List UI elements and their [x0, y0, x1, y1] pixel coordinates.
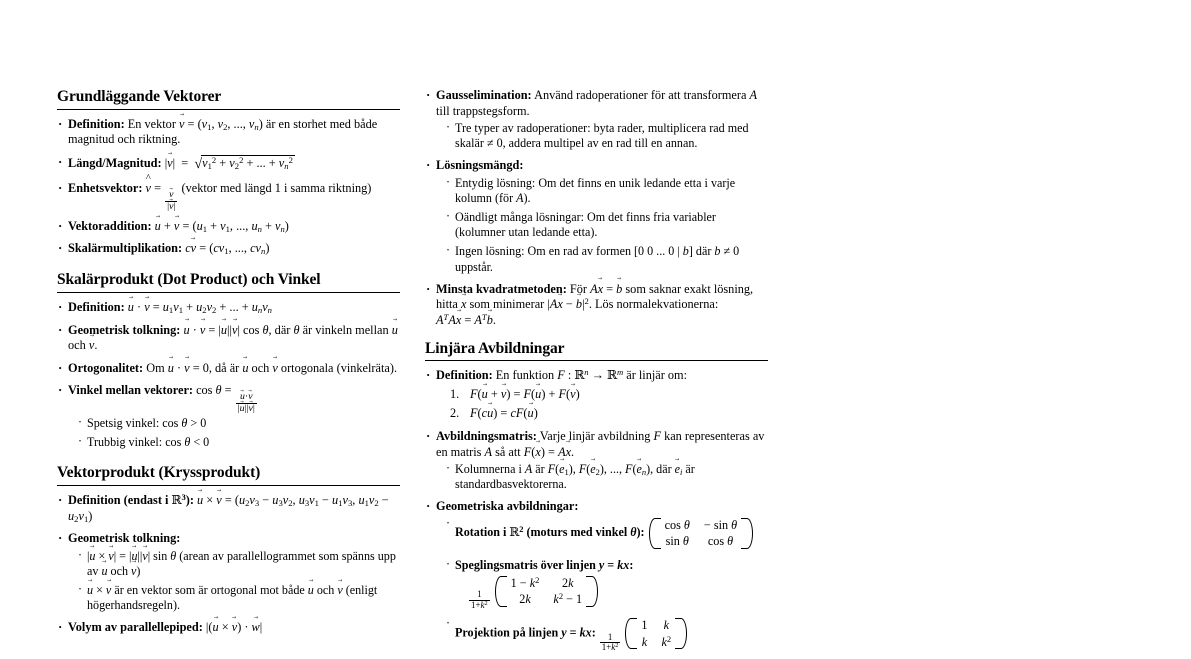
item-label: Geometrisk tolkning: [68, 531, 181, 546]
item-label: Geometriska avbildningar: [436, 499, 579, 514]
projection-label: Projektion på linjen y = kx: [455, 625, 596, 640]
right-column [425, 88, 768, 659]
sub-bullet-list [68, 416, 400, 450]
heading-rule [57, 292, 400, 293]
list-item: · u → × v → är en vektor som är ortogonal mot både u → och v → (enligt högerhandsregeln). [78, 583, 400, 613]
bullet-list [57, 300, 400, 450]
item-label: Minsta kvadratmetoden: [436, 281, 567, 296]
item-math: u → · v → = $u_1v_1 + u_2v_2$ + ... + $u_nv_n$ [128, 300, 272, 314]
paren-right-icon [746, 517, 753, 550]
list-item [57, 620, 400, 636]
list-item: · Entydig lösning: Om det finns en unik ledande etta i varje kolumn (för A). [446, 176, 768, 206]
list-item [425, 368, 768, 422]
list-item [425, 499, 768, 652]
list-item [57, 241, 400, 257]
item-text: För Ax → = b → som saknar exakt lösning, hitta x → som minimerar |Ax → − $b \to|^2$. Lös normalekvationerna: $A^TAx$ → = $A^Tb$ →. [436, 282, 753, 327]
list-item [57, 300, 400, 316]
list-item: · Oändligt många lösningar: Om det finns fria variabler (kolumner utan ledande etta). [446, 210, 768, 240]
projection-matrix: 1 k k $k^2$ [625, 617, 687, 650]
left-column [57, 88, 400, 659]
item-math: u → + v → = ($u_1 + v_1$, ..., $u_n + v_n$) [155, 219, 289, 233]
list-item [57, 155, 400, 174]
item-math: u → × v → = ($u_2v_3 - u_3v_2$, $u_3v_1 - u_1v_3$, $u_1v_2 - u_2v_1$) [68, 493, 389, 523]
list-item [446, 558, 768, 610]
section-heading: Linjära Avbildningar [425, 339, 565, 357]
list-item: · |u → × v →| = |u →||v →| sin θ (arean av parallellogrammet som spänns upp av u → och v →) [78, 549, 400, 579]
item-math: |v →| = $√v_1^2 + v_2^2$ + ... + $v_n^2$ [165, 156, 295, 170]
reflection-matrix-row [455, 575, 768, 610]
list-item: · Spetsig vinkel: cos θ > 0 [78, 416, 400, 431]
list-item: · Ingen lösning: Om en rad av formen [0 0 ... 0 | b] där b ≠ 0 uppstår. [446, 244, 768, 274]
list-item [57, 181, 400, 212]
heading-rule [57, 109, 400, 110]
section-heading: Vektorprodukt (Kryssprodukt) [57, 464, 261, 482]
item-math: v ^ = $\frac{v \to}{|v \to|}$ [146, 181, 179, 195]
item-text: , där θ är vinkeln mellan u → och v →. [68, 323, 398, 353]
item-label: Längd/Magnitud: [68, 156, 162, 171]
sub-bullet-list [436, 517, 768, 652]
list-item [446, 517, 768, 550]
paren-right-icon [591, 575, 598, 608]
section-heading: Grundläggande Vektorer [57, 88, 222, 105]
sub-bullet-list [436, 462, 768, 492]
reflection-scalar: $\frac{1}{1+k^2}$ [471, 589, 488, 610]
list-item [446, 617, 768, 652]
paren-left-icon [649, 517, 656, 550]
item-label: Gausselimination: [436, 88, 532, 102]
bullet-list [57, 117, 400, 257]
list-item: F(u → + v →) = F(u →) + F(v →) [450, 387, 768, 403]
heading-rule [425, 360, 768, 361]
paren-left-icon [495, 575, 502, 608]
list-item [425, 282, 768, 329]
list-item [57, 219, 400, 235]
item-label: Definition: [436, 368, 493, 383]
item-label: Definition: [68, 299, 125, 314]
item-text: (vektor med längd 1 i samma riktning) [181, 181, 372, 196]
item-text: Om u → · v → = 0, då är u → och v → ortogonala (vinkelräta). [146, 361, 397, 375]
heading-rule [57, 485, 400, 486]
list-item [425, 158, 768, 274]
item-math: cv → = ($cv_1$, ..., $cv_n$) [185, 241, 269, 255]
bullet-list [425, 368, 768, 652]
item-text: Använd radoperationer för att transformera A till trappstegsform. [436, 88, 758, 118]
sub-bullet-list [436, 176, 768, 275]
item-math: cos θ = $\frac{u \to\cdot v \to}{|u \to||v \to|}$ [196, 383, 258, 397]
list-item [57, 531, 400, 613]
bullet-list-continued [425, 88, 768, 329]
list-item: · Tre typer av radoperationer: byta rader, multiplicera rad med skalär ≠ 0, addera multipel av en rad till en annan. [446, 121, 768, 151]
item-label: Definition: [68, 116, 125, 131]
item-text: Varje linjär avbildning F kan representeras av en matris A så att F(x →) = Ax →. [436, 429, 764, 459]
item-label: Lösningsmängd: [436, 158, 524, 173]
item-math: u → · v → = |u →||v →| cos θ [183, 323, 268, 337]
list-item: F(cu →) = cF(u →) [450, 406, 768, 422]
item-label: Geometrisk tolkning: [68, 322, 181, 337]
section-vektorprodukt [57, 464, 400, 636]
item-text: En vektor v → = ($v_1$, $v_2$, ..., $v_n$) är en storhet med både magnitud och riktning. [68, 117, 377, 147]
item-label: Avbildningsmatris: [436, 428, 537, 443]
list-item [425, 88, 768, 151]
item-label: Vinkel mellan vektorer: [68, 383, 193, 398]
list-item [57, 361, 400, 377]
list-item [57, 323, 400, 354]
item-label: Vektoraddition: [68, 218, 152, 233]
list-item: · Trubbig vinkel: cos θ < 0 [78, 435, 400, 450]
rotation-matrix: cos θ − sin θ sin θ cos θ [649, 517, 754, 550]
rotation-label: Rotation i ℝ$^2$ (moturs med vinkel θ): [455, 524, 645, 540]
item-label: Enhetsvektor: [68, 181, 143, 196]
list-item [57, 493, 400, 524]
bullet-list [57, 493, 400, 636]
item-math: |(u → × v →) · w →| [206, 620, 262, 634]
item-label: Skalärmultiplikation: [68, 241, 183, 256]
paren-left-icon [625, 617, 632, 650]
list-item [57, 117, 400, 148]
item-text: En funktion F : ℝ$^n$ → ℝ$^m$ är linjär om: [495, 367, 688, 383]
list-item [425, 429, 768, 492]
reflection-matrix: $1 - k^2$ 2k 2k $k^2 - 1$ [495, 575, 599, 608]
section-grundlaggande-vektorer [57, 88, 400, 257]
paren-right-icon [680, 617, 687, 650]
item-label: Ortogonalitet: [68, 360, 144, 375]
item-label: Volym av parallellepiped: [68, 620, 203, 635]
sub-bullet-list [68, 549, 400, 613]
two-column-layout [57, 88, 769, 659]
section-skalarprodukt [57, 271, 400, 450]
list-item [57, 383, 400, 450]
sub-bullet-list [436, 121, 768, 151]
reflection-label: Speglingsmatris över linjen y = kx: [455, 557, 634, 572]
section-linjara-avbildningar [425, 340, 768, 653]
projection-scalar: $\frac{1}{1+k^2}$ [601, 631, 619, 652]
list-item: · Kolumnerna i A är $F(e \to_1)$, $F(e \to_2)$, ..., $F(e \to_n)$, där $e \to_i$ är standardbasvektorerna. [446, 462, 768, 492]
section-heading: Skalärprodukt (Dot Product) och Vinkel [57, 271, 321, 289]
numbered-list [436, 387, 768, 422]
item-label: Definition (endast i ℝ$^3$): [68, 492, 194, 508]
